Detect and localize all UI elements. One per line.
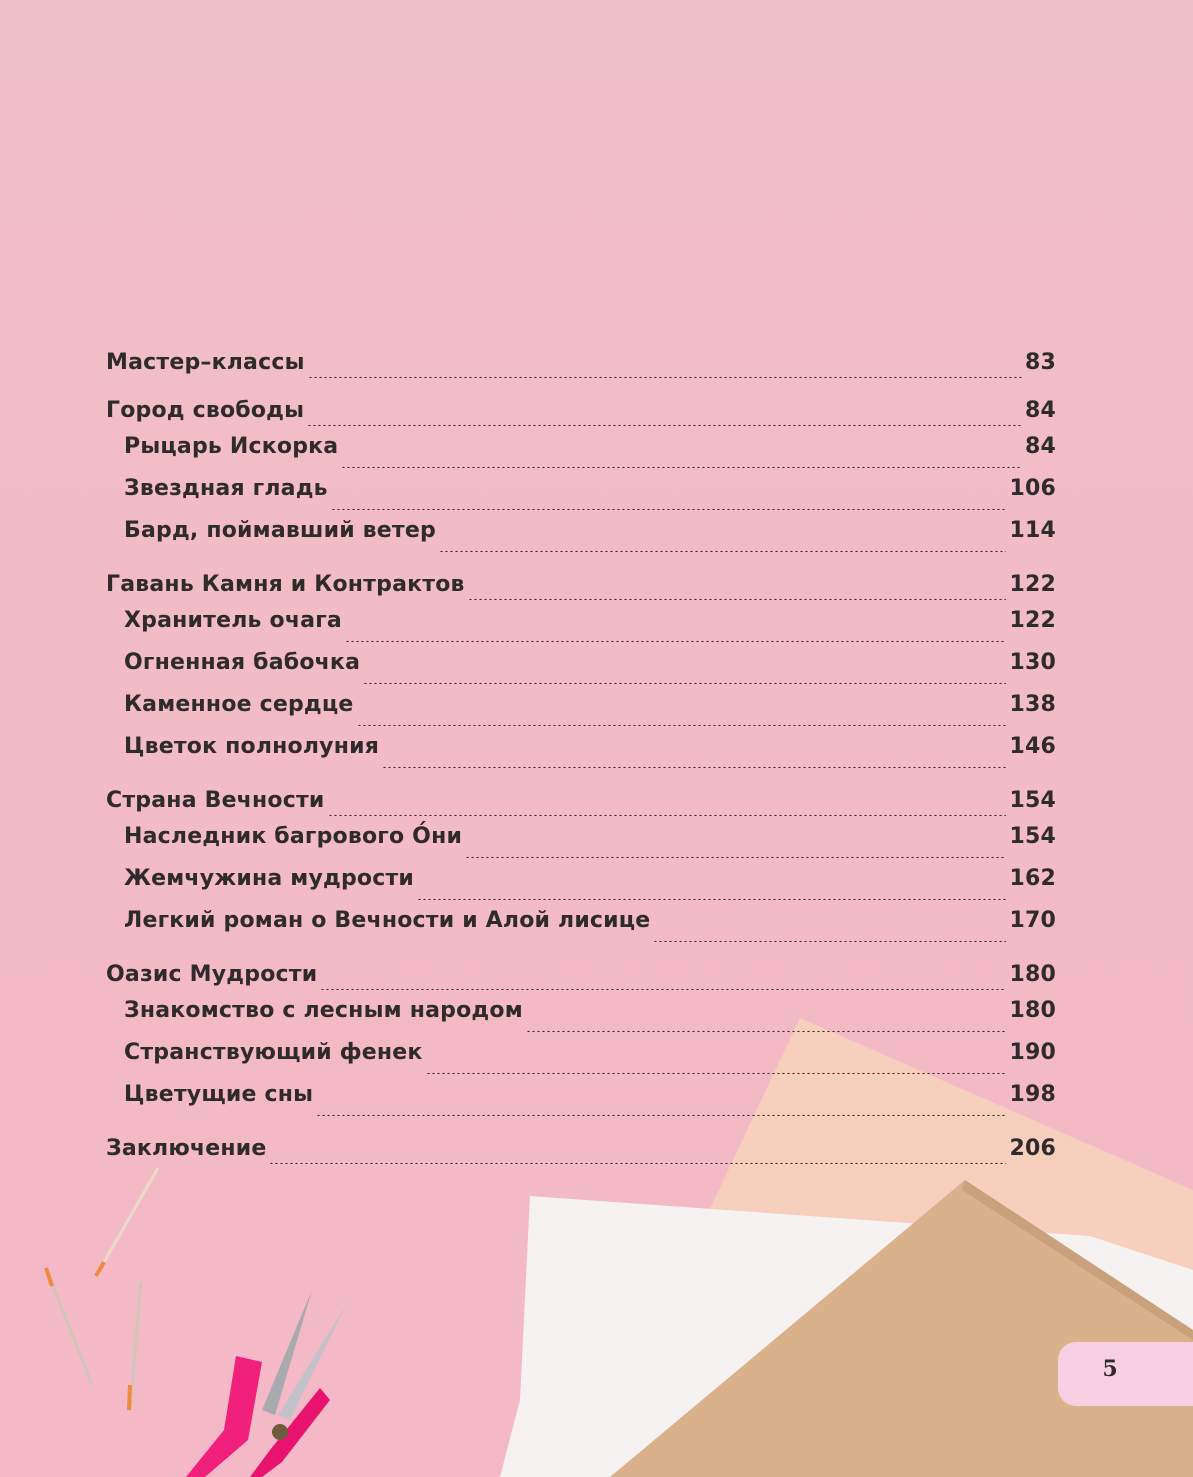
toc-page-number: 180 bbox=[1009, 998, 1056, 1023]
page-number-tab bbox=[1058, 1342, 1193, 1406]
toc-title: Страна Вечности bbox=[106, 788, 325, 813]
toc-title: Наследник багрового О́ни bbox=[124, 824, 463, 849]
toc-entry bbox=[106, 908, 1056, 950]
toc-title: Огненная бабочка bbox=[124, 650, 361, 675]
toc-entry bbox=[106, 434, 1056, 476]
dot-leader bbox=[331, 508, 1007, 510]
toc-page-number: 84 bbox=[1024, 434, 1056, 459]
toc-title: Город свободы bbox=[106, 398, 305, 423]
toc-page-number: 122 bbox=[1009, 572, 1056, 597]
dot-leader bbox=[345, 640, 1007, 642]
toc-entry bbox=[106, 824, 1056, 866]
dot-leader bbox=[269, 1162, 1006, 1164]
toc-page-number: 206 bbox=[1009, 1136, 1056, 1161]
toc-title: Легкий роман о Вечности и Алой лисице bbox=[124, 908, 651, 933]
dot-leader bbox=[341, 466, 1022, 468]
toc-section bbox=[106, 572, 1056, 608]
needle-icon bbox=[46, 1168, 158, 1410]
dot-leader bbox=[320, 988, 1006, 990]
dot-leader bbox=[468, 598, 1007, 600]
dot-leader bbox=[653, 940, 1006, 942]
toc-title: Заключение bbox=[106, 1136, 267, 1161]
toc-page-number: 154 bbox=[1009, 788, 1056, 813]
dot-leader bbox=[465, 856, 1006, 858]
toc-title: Странствующий фенек bbox=[124, 1040, 423, 1065]
toc-page-number: 162 bbox=[1009, 866, 1056, 891]
toc-page-number: 122 bbox=[1009, 608, 1056, 633]
toc-title: Цветущие сны bbox=[124, 1082, 314, 1107]
toc-page-number: 180 bbox=[1009, 962, 1056, 987]
toc-entry bbox=[106, 998, 1056, 1040]
toc-page-number: 138 bbox=[1009, 692, 1056, 717]
toc-entry bbox=[106, 608, 1056, 650]
toc-entry bbox=[106, 1040, 1056, 1082]
toc-title: Хранитель очага bbox=[124, 608, 342, 633]
toc-section bbox=[106, 788, 1056, 824]
toc-title: Жемчужина мудрости bbox=[124, 866, 415, 891]
dot-leader bbox=[382, 766, 1006, 768]
toc-page-number: 84 bbox=[1024, 398, 1056, 423]
toc-section bbox=[106, 1136, 1056, 1172]
dot-leader bbox=[363, 682, 1006, 684]
toc-section bbox=[106, 398, 1056, 434]
toc-title: Бард, поймавший ветер bbox=[124, 518, 436, 543]
dot-leader bbox=[439, 550, 1007, 552]
dot-leader bbox=[308, 376, 1022, 378]
scissors-icon bbox=[186, 1290, 346, 1477]
dot-leader bbox=[307, 424, 1022, 426]
toc-section bbox=[106, 350, 1056, 386]
toc-title: Мастер–классы bbox=[106, 350, 305, 375]
toc-entry bbox=[106, 518, 1056, 560]
toc-page-number: 146 bbox=[1009, 734, 1056, 759]
toc-title: Рыцарь Искорка bbox=[124, 434, 339, 459]
toc-title: Цветок полнолуния bbox=[124, 734, 380, 759]
toc-title: Каменное сердце bbox=[124, 692, 354, 717]
toc-page-number: 130 bbox=[1009, 650, 1056, 675]
toc-page-number: 83 bbox=[1024, 350, 1056, 375]
toc-entry bbox=[106, 1082, 1056, 1124]
toc-page-number: 106 bbox=[1009, 476, 1056, 501]
dot-leader bbox=[426, 1072, 1007, 1074]
toc-page-number: 190 bbox=[1009, 1040, 1056, 1065]
toc-page-number: 170 bbox=[1009, 908, 1056, 933]
dot-leader bbox=[328, 814, 1007, 816]
toc-title: Знакомство с лесным народом bbox=[124, 998, 523, 1023]
toc-entry bbox=[106, 734, 1056, 776]
dot-leader bbox=[316, 1114, 1006, 1116]
page-number: 5 bbox=[1102, 1356, 1118, 1382]
dot-leader bbox=[526, 1030, 1007, 1032]
toc-section bbox=[106, 962, 1056, 998]
toc-entry bbox=[106, 650, 1056, 692]
table-of-contents bbox=[106, 350, 1056, 1172]
dot-leader bbox=[417, 898, 1006, 900]
toc-title: Гавань Камня и Контрактов bbox=[106, 572, 465, 597]
toc-entry bbox=[106, 692, 1056, 734]
toc-entry bbox=[106, 476, 1056, 518]
toc-title: Звездная гладь bbox=[124, 476, 328, 501]
dot-leader bbox=[357, 724, 1007, 726]
toc-page-number: 198 bbox=[1009, 1082, 1056, 1107]
toc-page-number: 154 bbox=[1009, 824, 1056, 849]
toc-page-number: 114 bbox=[1009, 518, 1056, 543]
toc-title: Оазис Мудрости bbox=[106, 962, 318, 987]
toc-entry bbox=[106, 866, 1056, 908]
